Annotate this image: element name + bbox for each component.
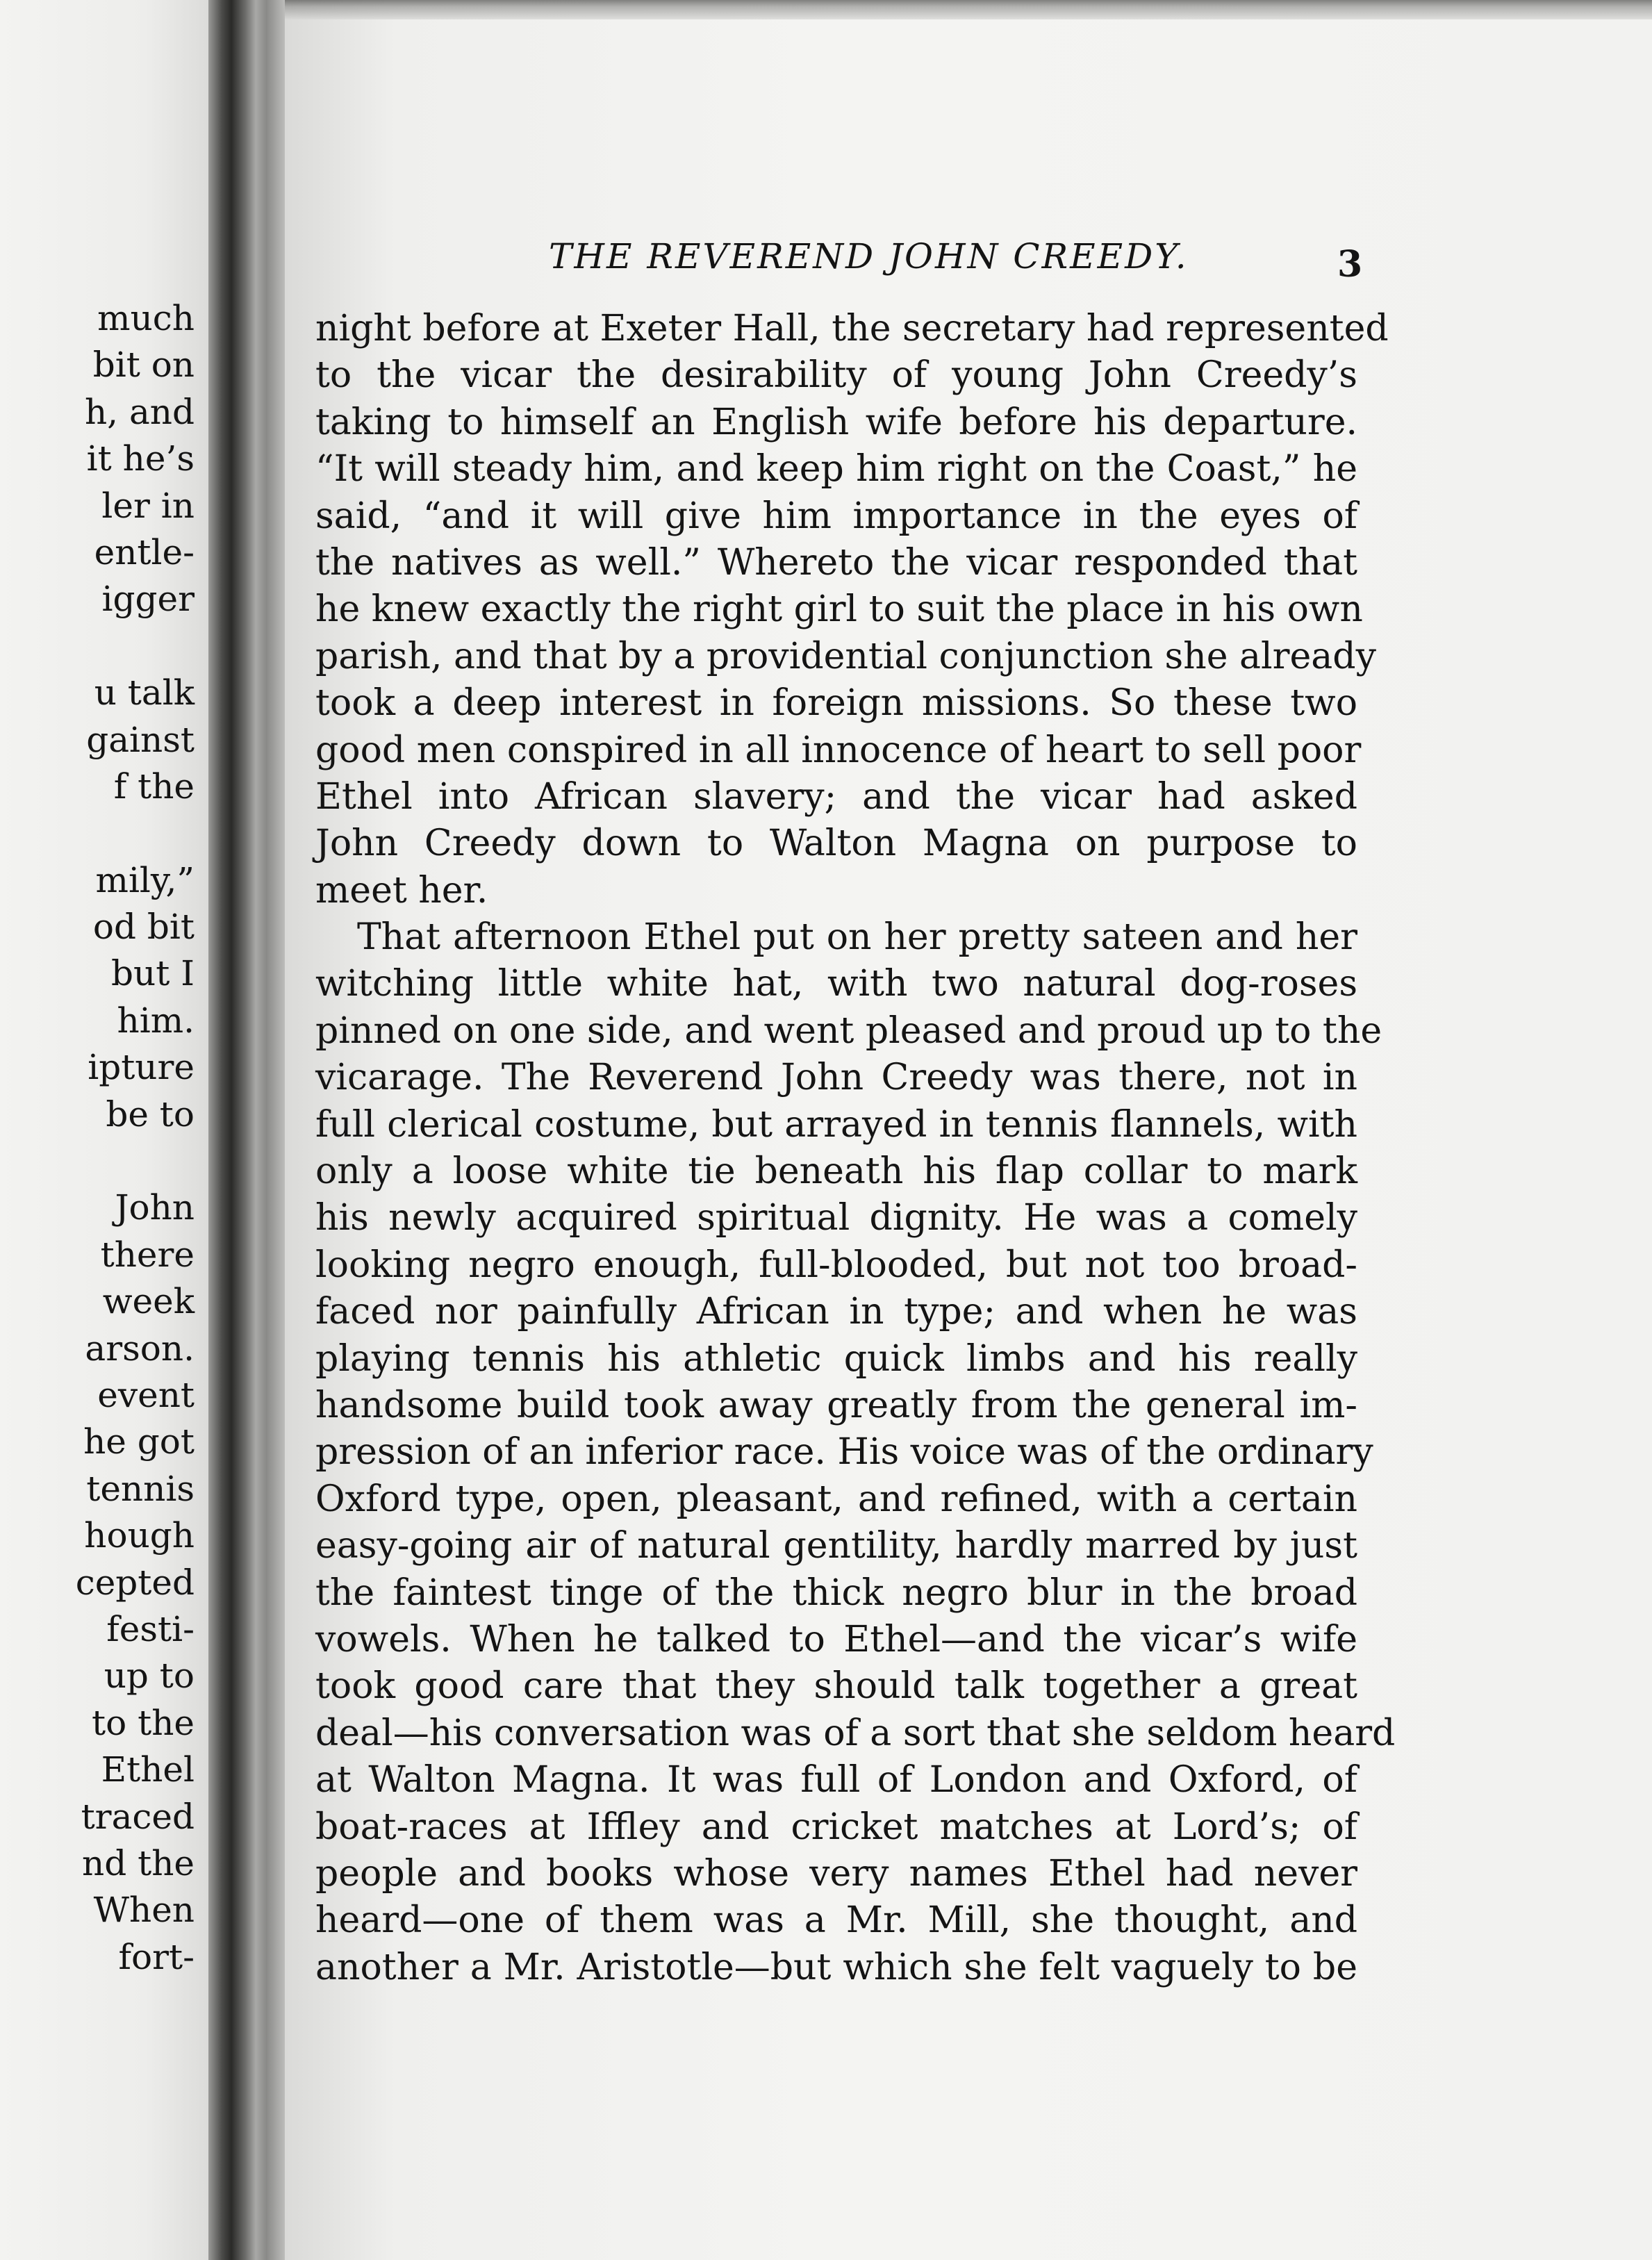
left-page-line: it he’s	[86, 438, 195, 479]
left-page-line: igger	[101, 579, 195, 620]
left-page-text	[76, 295, 195, 1981]
left-page-line: Ethel	[101, 1749, 195, 1790]
left-page-line: arson.	[85, 1328, 195, 1369]
text-line: vowels. When he talked to Ethel—and the vicar’s wife	[315, 1618, 1357, 1660]
text-line: That afternoon Ethel put on her pretty sateen and her	[357, 916, 1357, 959]
text-line: his newly acquired spiritual dignity. He was a comely	[315, 1197, 1357, 1239]
left-page-line: bit on	[92, 345, 195, 386]
paragraph	[315, 914, 1396, 1991]
left-page-line	[76, 810, 195, 857]
text-line: witching little white hat, with two natural dog-roses	[315, 963, 1357, 1005]
text-line: deal—his conversation was of a sort that she seldom heard	[315, 1712, 1396, 1754]
left-page-line	[76, 1138, 195, 1185]
running-head: THE REVEREND JOHN CREEDY.	[549, 236, 1189, 277]
text-line: said, “and it will give him importance in the eyes of	[315, 495, 1357, 537]
text-line: handsome build took away greatly from the general im-	[315, 1384, 1357, 1426]
text-line: looking negro enough, full-blooded, but not too broad-	[315, 1244, 1357, 1286]
text-line: pinned on one side, and went pleased and proud up to the	[315, 1009, 1382, 1052]
book-gutter	[208, 0, 285, 2260]
left-page-line: When	[93, 1890, 195, 1931]
left-page-line: nd the	[82, 1842, 195, 1883]
left-page-line: cepted	[75, 1562, 195, 1603]
left-page-line: there	[100, 1234, 195, 1275]
left-page-line: entle-	[94, 531, 195, 572]
left-page-line: event	[97, 1374, 195, 1415]
left-page-line: f the	[113, 766, 195, 807]
text-line: night before at Exeter Hall, the secretary had represented	[315, 308, 1389, 349]
left-page-line: mily,”	[95, 859, 195, 900]
left-page-line: be to	[106, 1094, 195, 1135]
left-page-line: fort-	[118, 1936, 195, 1977]
text-line: heard—one of them was a Mr. Mill, she thought, and	[315, 1899, 1357, 1942]
text-line: boat-races at Iffley and cricket matches at Lord’s; of	[315, 1806, 1357, 1848]
text-line: he knew exactly the right girl to suit the place in his own	[315, 588, 1363, 631]
page-number: 3	[1337, 243, 1363, 286]
left-page-line: week	[102, 1281, 195, 1322]
text-line: the natives as well.” Whereto the vicar responded that	[315, 541, 1357, 584]
left-page	[0, 0, 208, 2260]
left-page-line: to the	[92, 1702, 195, 1743]
left-page-line: him.	[117, 1000, 195, 1041]
text-line: pression of an inferior race. His voice was of the ordinary	[315, 1431, 1373, 1474]
text-line: playing tennis his athletic quick limbs and his really	[315, 1337, 1357, 1380]
left-page-line: but I	[111, 953, 195, 994]
text-line: faced nor painfully African in type; and when he was	[315, 1291, 1357, 1333]
text-line: Ethel into African slavery; and the vicar had asked	[315, 775, 1357, 818]
text-line: parish, and that by a providential conjunction she already	[315, 635, 1376, 677]
text-line: meet her.	[315, 869, 488, 912]
text-line: took a deep interest in foreign missions. So these two	[315, 682, 1357, 725]
text-line: people and books whose very names Ethel had never	[315, 1852, 1357, 1895]
body-text	[315, 306, 1396, 1991]
text-line: Oxford type, open, pleasant, and refined, with a certain	[315, 1478, 1357, 1520]
text-line: only a loose white tie beneath his flap collar to mark	[315, 1150, 1357, 1193]
left-page-line: traced	[81, 1796, 195, 1837]
left-page-line: John	[115, 1187, 195, 1228]
text-line: good men conspired in all innocence of heart to sell poor	[315, 729, 1362, 771]
text-line: took good care that they should talk together a great	[315, 1665, 1357, 1708]
right-page	[285, 0, 1652, 2260]
text-line: full clerical costume, but arrayed in tennis flannels, with	[315, 1103, 1357, 1146]
text-line: the faintest tinge of the thick negro blur in the broad	[315, 1572, 1357, 1614]
left-page-line: od bit	[92, 907, 195, 948]
text-line: at Walton Magna. It was full of London and Oxford, of	[315, 1759, 1357, 1801]
left-page-line: much	[97, 298, 195, 338]
left-page-line: ler in	[101, 485, 195, 526]
paragraph	[315, 306, 1389, 914]
text-line: taking to himself an English wife before his departure.	[315, 401, 1357, 443]
left-page-line: up to	[104, 1656, 195, 1697]
left-page-line: u talk	[94, 673, 195, 714]
left-page-line: he got	[83, 1421, 195, 1462]
left-page-line: hough	[84, 1515, 195, 1556]
left-page-line: gainst	[86, 719, 195, 760]
page-top-edge	[285, 0, 1652, 19]
text-line: John Creedy down to Walton Magna on purpose to	[315, 823, 1357, 865]
left-page-line: h, and	[84, 391, 195, 432]
text-line: vicarage. The Reverend John Creedy was there, not in	[315, 1057, 1357, 1099]
left-page-line	[76, 623, 195, 670]
left-page-line: festi-	[106, 1608, 195, 1649]
left-page-line: ipture	[88, 1047, 195, 1088]
left-page-line: tennis	[86, 1468, 195, 1509]
text-line: easy-going air of natural gentility, hardly marred by just	[315, 1525, 1357, 1567]
text-line: “It will steady him, and keep him right on the Coast,” he	[315, 448, 1357, 490]
text-line: another a Mr. Aristotle—but which she felt vaguely to be	[315, 1946, 1357, 1988]
text-line: to the vicar the desirability of young John Creedy’s	[315, 354, 1357, 397]
